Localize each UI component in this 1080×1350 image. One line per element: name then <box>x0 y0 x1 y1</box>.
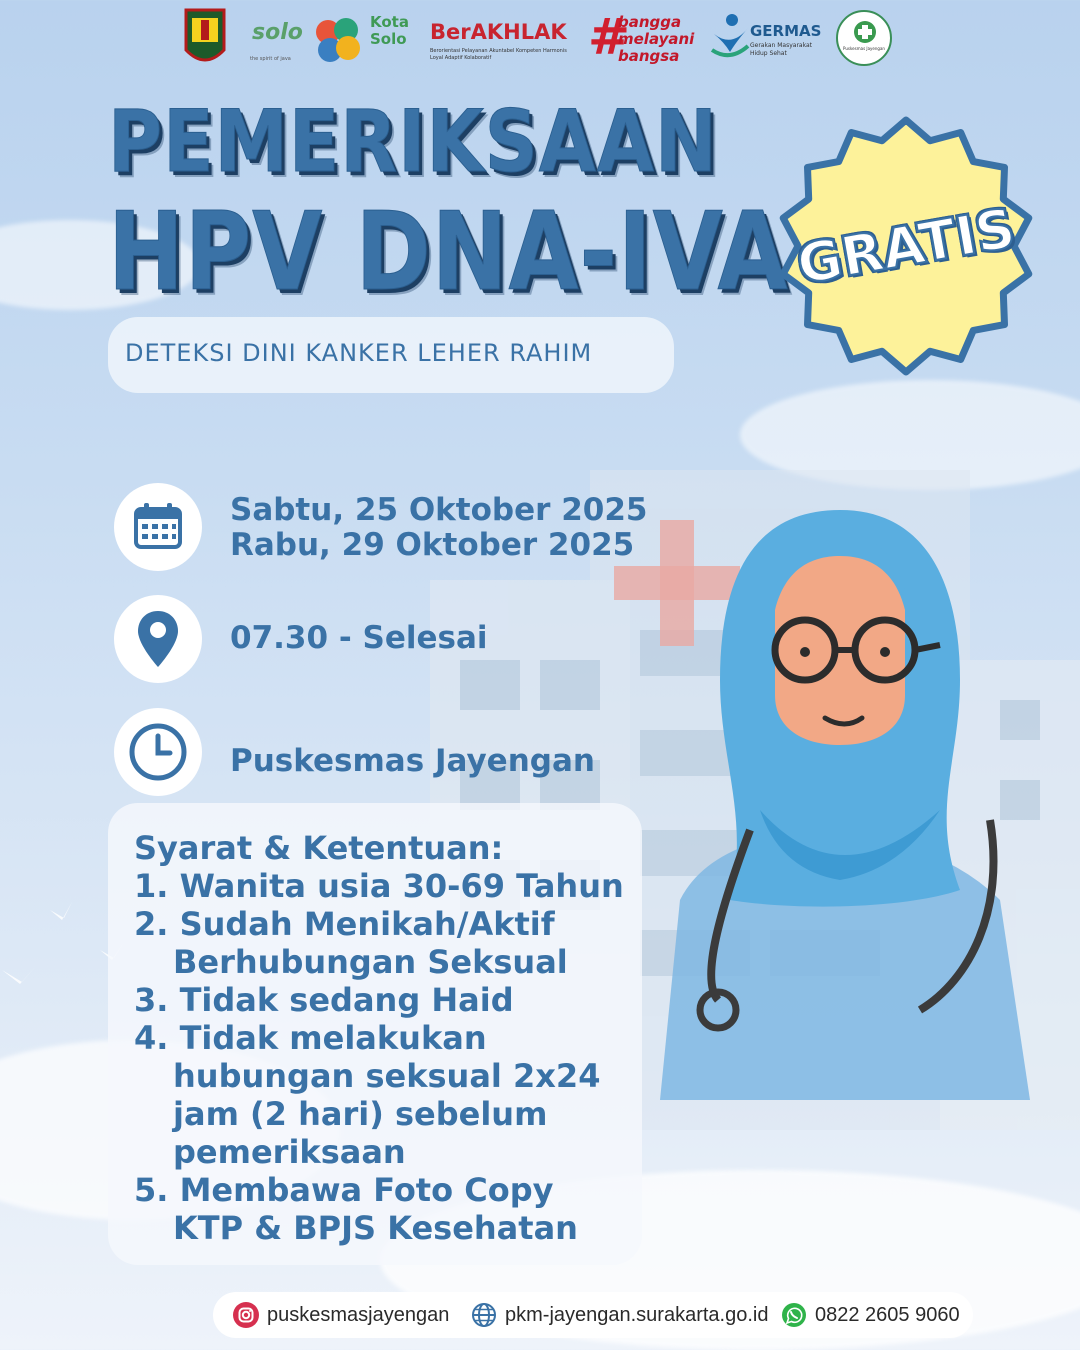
globe-icon <box>471 1302 497 1328</box>
requirement-item-continuation: hubungan seksual 2x24 <box>173 1057 601 1095</box>
date-icon-circle <box>114 483 202 571</box>
solo-logo-text: solo <box>252 20 303 45</box>
whatsapp-contact[interactable] <box>781 1301 960 1329</box>
hash-icon: # <box>588 8 630 66</box>
flower-icon <box>308 10 368 70</box>
date-line2: Rabu, 29 Oktober 2025 <box>230 527 635 563</box>
requirements-heading: Syarat & Ketentuan: <box>134 829 504 867</box>
kota-solo-logo <box>308 6 418 72</box>
instagram-handle: puskesmasjayengan <box>267 1303 450 1326</box>
main-title-line2: HPV DNA-IVA <box>108 190 789 315</box>
bangga-melayani-bangsa-logo <box>588 6 696 72</box>
crest-logo <box>182 6 228 72</box>
place-text: Puskesmas Jayengan <box>230 743 595 779</box>
bangga-text: bangga melayani bangsa <box>618 13 695 65</box>
solo-logo-tagline: the spirit of java <box>250 56 291 62</box>
germas-figure-icon <box>710 12 750 68</box>
requirement-item: 5. Membawa Foto Copy <box>134 1171 554 1209</box>
puskesmas-logo-text: Puskesmas Jayengan <box>843 46 885 51</box>
puskesmas-emblem <box>836 10 892 66</box>
berakhlak-text: BerAKHLAK <box>430 20 567 44</box>
contact-footer <box>213 1292 973 1338</box>
subtitle-box <box>108 317 674 393</box>
subtitle-text: DETEKSI DINI KANKER LEHER RAHIM <box>125 339 593 367</box>
requirement-item: 1. Wanita usia 30-69 Tahun <box>134 867 624 905</box>
berakhlak-logo <box>430 6 570 72</box>
clock-icon-circle <box>114 708 202 796</box>
instagram-icon <box>233 1302 259 1328</box>
badge-text: GRATIS <box>792 195 1020 297</box>
requirement-item: 2. Sudah Menikah/Aktif <box>134 905 555 943</box>
requirement-item: 4. Tidak melakukan <box>134 1019 487 1057</box>
main-title-line1: PEMERIKSAAN <box>108 92 718 192</box>
whatsapp-icon <box>781 1302 807 1328</box>
partner-logos <box>180 6 900 72</box>
puskesmas-logo <box>836 6 892 72</box>
free-badge <box>773 113 1039 379</box>
instagram-contact[interactable] <box>233 1301 449 1329</box>
solo-logo <box>250 6 310 72</box>
female-doctor-illustration <box>600 480 1080 1200</box>
germas-tagline: Gerakan Masyarakat Hidup Sehat <box>750 42 812 57</box>
requirement-item-continuation: Berhubungan Seksual <box>173 943 568 981</box>
requirement-item-continuation: KTP & BPJS Kesehatan <box>173 1209 578 1247</box>
date-line1: Sabtu, 25 Oktober 2025 <box>230 492 648 528</box>
whatsapp-number: 0822 2605 9060 <box>815 1303 960 1326</box>
requirement-item-continuation: pemeriksaan <box>173 1133 406 1171</box>
location-pin-icon <box>114 595 202 683</box>
requirement-item: 3. Tidak sedang Haid <box>134 981 514 1019</box>
location-icon-circle <box>114 595 202 683</box>
kota-solo-text: Kota Solo <box>370 13 409 48</box>
website-contact[interactable] <box>471 1301 768 1329</box>
time-text: 07.30 - Selesai <box>230 620 488 656</box>
clock-icon <box>114 708 202 796</box>
germas-text: GERMAS <box>750 22 822 40</box>
calendar-icon <box>114 483 202 571</box>
medical-cross-icon <box>853 20 877 44</box>
requirement-item-continuation: jam (2 hari) sebelum <box>173 1095 548 1133</box>
berakhlak-tagline: Berorientasi Pelayanan Akuntabel Kompeten Harmonis Loyal Adaptif Kolaboratif <box>430 48 567 61</box>
germas-logo <box>710 6 822 72</box>
website-url: pkm-jayengan.surakarta.go.id <box>505 1303 769 1326</box>
